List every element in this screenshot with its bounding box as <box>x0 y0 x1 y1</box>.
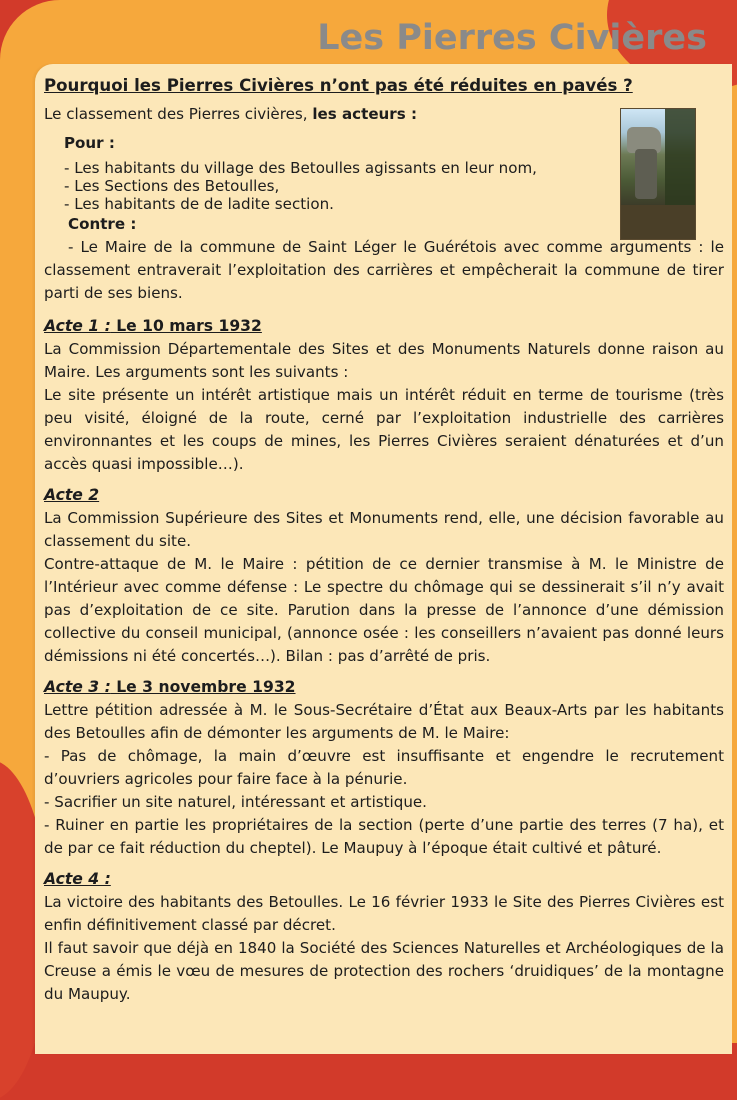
act-3-paragraph: Lettre pétition adressée à M. le Sous-Secrétaire d’État aux Beaux-Arts par les habitants des Betoulles afin de démonter les arguments de M. le Maire: <box>44 701 724 742</box>
act-3-label: Acte 3 : <box>44 678 111 696</box>
pour-item: - Les habitants de de ladite section. <box>64 195 334 213</box>
act-2-label: Acte 2 <box>44 486 100 504</box>
pour-item: - Les Sections des Betoulles, <box>64 177 280 195</box>
article-heading: Pourquoi les Pierres Civières n’ont pas été réduites en pavés ? <box>44 76 633 95</box>
contre-text: - Le Maire de la commune de Saint Léger le Guérétois avec comme arguments : le classement entraverait l’exploitation des carrières et empêcherait la commune de tirer parti de ses biens. <box>44 238 724 302</box>
act-2-paragraph: La Commission Supérieure des Sites et Monuments rend, elle, une décision favorable au classement du site. <box>44 509 724 550</box>
pour-list <box>44 159 724 213</box>
act-1-heading <box>44 315 724 338</box>
pour-item: - Les habitants du village des Betoulles agissants en leur nom, <box>64 159 537 177</box>
act-3-paragraph: - Ruiner en partie les propriétaires de la section (perte d’une partie des terres (7 ha), et de par ce fait réduction du cheptel). Le Maupuy à l’époque était cultivé et pâturé. <box>44 816 724 857</box>
act-1-paragraph: La Commission Départementale des Sites et des Monuments Naturels donne raison au Maire. Les arguments sont les suivants : <box>44 340 724 381</box>
intro-text: Le classement des Pierres civières, <box>44 105 313 123</box>
act-3-paragraph: - Pas de chômage, la main d’œuvre est insuffisante et engendre le recrutement d’ouvriers agricoles pour faire face à la pénurie. <box>44 747 724 788</box>
act-3-date: Le 3 novembre 1932 <box>110 678 296 696</box>
contre-label: Contre : <box>68 215 137 233</box>
act-4-paragraph: La victoire des habitants des Betoulles. Le 16 février 1933 le Site des Pierres Civières est enfin définitivement classé par décret. <box>44 893 724 934</box>
act-4-paragraph: Il faut savoir que déjà en 1840 la Société des Sciences Naturelles et Archéologiques de la Creuse a émis le vœu de mesures de protection des rochers ‘druidiques’ de la montagne du Maupuy. <box>44 939 724 1003</box>
page-title: Les Pierres Civières <box>317 18 707 58</box>
intro-line <box>44 103 724 126</box>
act-4-heading <box>44 868 724 891</box>
act-1-label: Acte 1 : <box>44 317 111 335</box>
article-content <box>44 74 724 1006</box>
intro-bold: les acteurs : <box>312 105 418 123</box>
act-1-paragraph: Le site présente un intérêt artistique mais un intérêt réduit en terme de tourisme (très peu visité, éloigné de la route, cerné par l’exploitation industrielle des carrières environnantes et les coups de mines, les Pierres Civières seraient dénaturées et d’un accès quasi impossible…). <box>44 386 724 473</box>
act-2-paragraph: Contre-attaque de M. le Maire : pétition de ce dernier transmise à M. le Ministre de l’Intérieur avec comme défense : Le spectre du chômage qui se dessinerait s’il n’y avait pas d’exploitation de ce site. Parution dans la presse de l’annonce d’une démission collective du conseil municipal, (annonce osée : les conseillers n’avaient pas donné leurs démissions ni été concertés…). Bilan : pas d’arrêté de pris. <box>44 555 724 665</box>
act-3-paragraph: - Sacrifier un site naturel, intéressant et artistique. <box>44 793 427 811</box>
pour-label: Pour : <box>64 134 115 152</box>
act-4-label: Acte 4 : <box>44 870 111 888</box>
act-2-heading <box>44 484 724 507</box>
act-1-date: Le 10 mars 1932 <box>110 317 262 335</box>
act-3-heading <box>44 676 724 699</box>
